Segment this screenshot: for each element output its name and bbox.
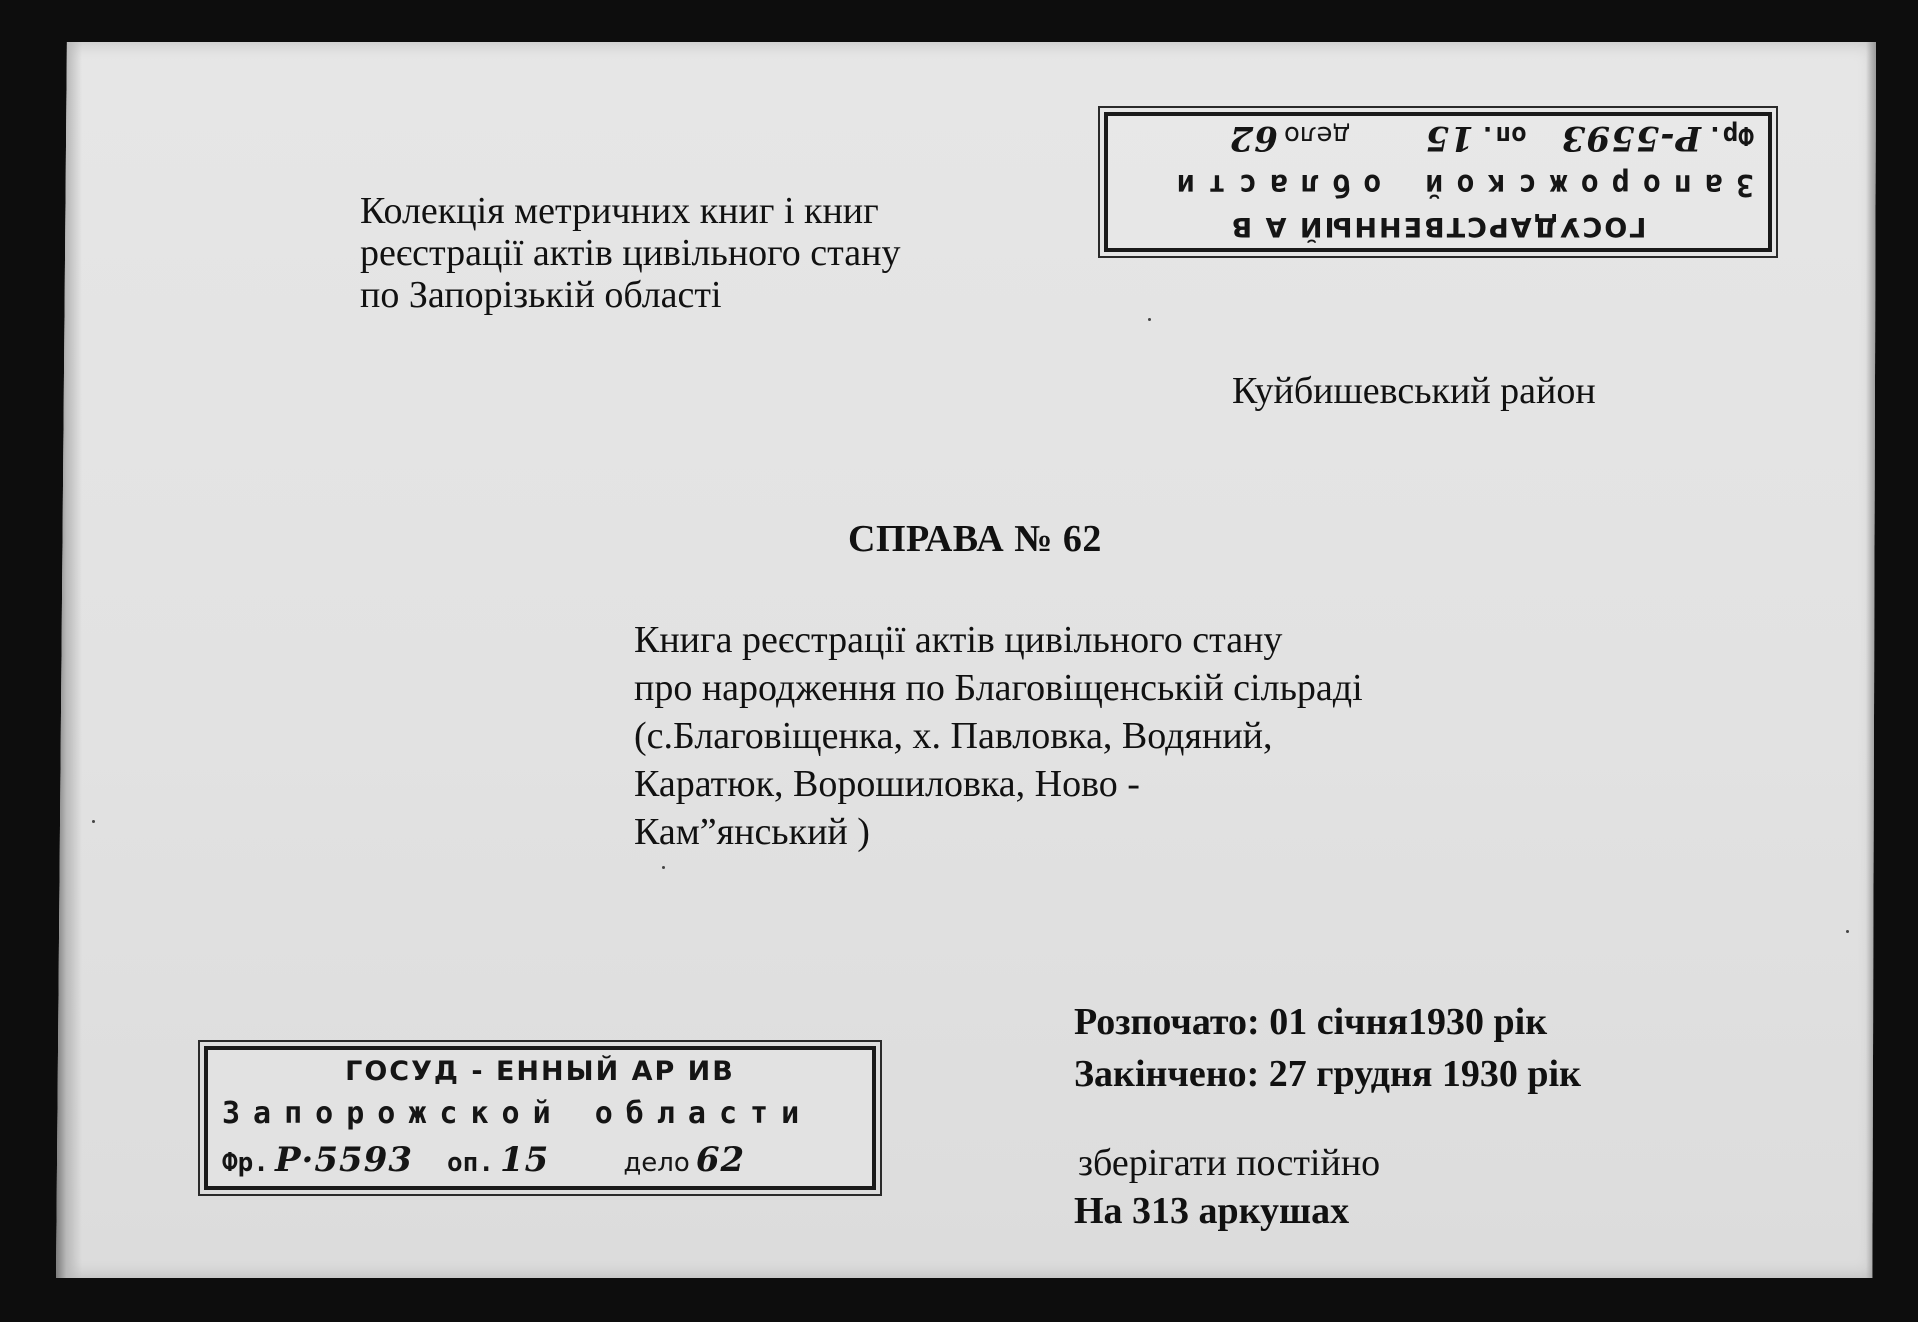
scan-speck	[1148, 318, 1151, 321]
stamp-top-opis-value: 15	[1424, 118, 1474, 158]
scan-speck	[662, 866, 665, 869]
scan-speck	[92, 820, 95, 823]
description-line: Каратюк, Ворошиловка, Ново -	[634, 763, 1140, 805]
description-line: про народження по Благовіщенській сільраді	[634, 667, 1363, 709]
district-label: Куйбишевський район	[1232, 370, 1596, 412]
description-line: Книга реєстрації актів цивільного стану	[634, 619, 1283, 661]
case-description	[634, 616, 1363, 856]
stamp-top-reference	[1122, 118, 1754, 158]
stamp-bottom-delo-label: дело	[623, 1148, 690, 1178]
collection-line: реєстрації актів цивільного стану	[360, 232, 901, 274]
collection-line: Колекція метричних книг і книг	[360, 190, 879, 232]
description-line: (с.Благовіщенка, х. Павловка, Водяний,	[634, 715, 1273, 757]
stamp-bottom-fond-value: Р·5593	[274, 1140, 414, 1180]
stamp-top-region: Запорожской области	[1163, 167, 1754, 202]
stamp-top-archive-name: ГОСУДАРСТВЕННЫЙ А В	[1229, 211, 1647, 242]
archive-stamp-top	[1104, 112, 1772, 252]
stamp-top-fond-label: Фр.	[1707, 120, 1754, 150]
archive-stamp-bottom	[204, 1046, 876, 1190]
stamp-top-delo-label: дело	[1283, 120, 1351, 150]
stamp-top-fond-value: Р-5593	[1560, 118, 1702, 158]
date-range	[1074, 996, 1581, 1100]
collection-line: по Запорізькій області	[360, 274, 722, 316]
sheet-count: На 313 аркушах	[1074, 1190, 1350, 1232]
page-left-edge-shadow	[56, 42, 82, 1278]
collection-heading	[360, 190, 900, 316]
stamp-bottom-opis-value: 15	[499, 1140, 550, 1180]
page-right-edge-shadow	[1866, 42, 1876, 1278]
start-date: Розпочато: 01 січня1930 рік	[1074, 1001, 1548, 1043]
stamp-bottom-fond-label: Фр.	[222, 1148, 269, 1178]
stamp-bottom-region: Запорожской области	[222, 1096, 813, 1131]
scan-speck	[1846, 930, 1849, 933]
stamp-bottom-archive-name: ГОСУД - ЕННЫЙ АР ИВ	[345, 1056, 735, 1087]
end-date: Закінчено: 27 грудня 1930 рік	[1074, 1053, 1582, 1095]
stamp-bottom-reference	[222, 1140, 858, 1180]
description-line: Кам”янський )	[634, 811, 870, 853]
stamp-bottom-opis-label: оп.	[447, 1148, 494, 1178]
stamp-top-delo-value: 62	[1228, 118, 1278, 158]
stamp-bottom-delo-value: 62	[695, 1140, 746, 1180]
retention-note: зберігати постійно	[1078, 1142, 1381, 1184]
case-title: СПРАВА № 62	[848, 518, 1102, 560]
stamp-top-opis-label: оп.	[1479, 120, 1527, 150]
